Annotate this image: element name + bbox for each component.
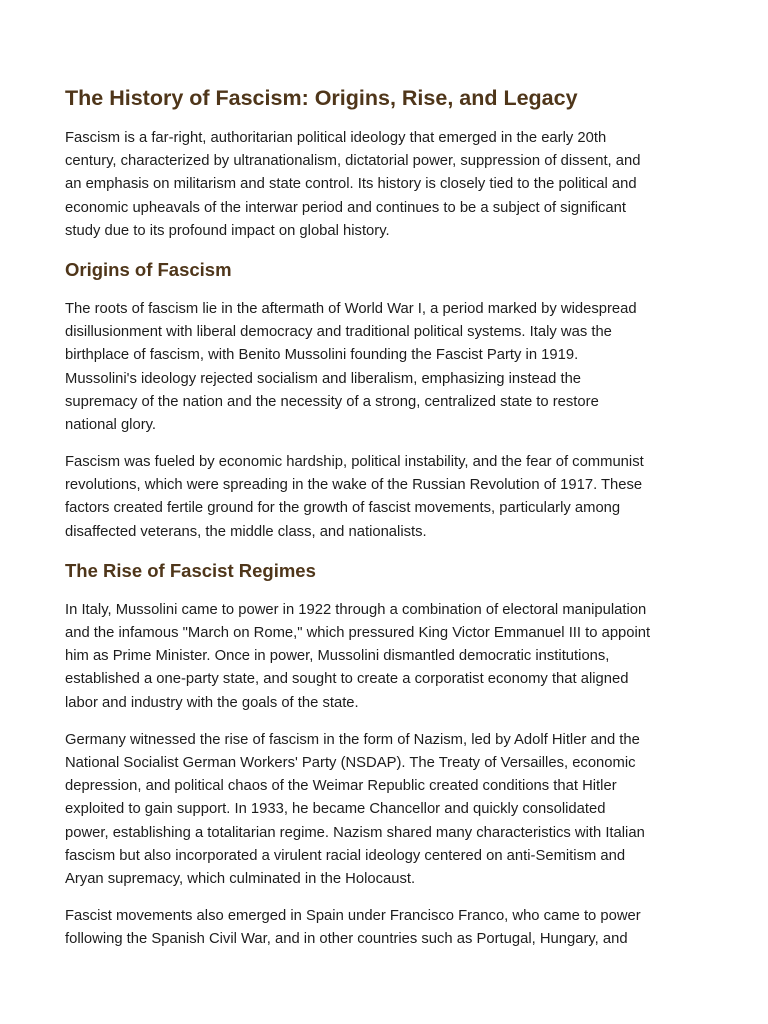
document-title: The History of Fascism: Origins, Rise, and Legacy [65,86,578,110]
text-line: study due to its profound impact on global history. [65,222,390,239]
text-line: and the infamous "March on Rome," which pressured King Victor Emmanuel III to appoint [65,625,651,641]
text-line: supremacy of the nation and the necessity of a strong, centralized state to restore [65,393,599,410]
paragraph [65,599,707,715]
paragraph [65,298,707,437]
text-line: an emphasis on militarism and state control. Its history is closely tied to the political and [65,176,637,193]
text-line: birthplace of fascism, with Benito Mussolini founding the Fascist Party in 1919. [65,347,579,364]
section-rise [65,558,707,952]
text-line: disillusionment with liberal democracy and traditional political systems. Italy was the [65,324,612,341]
text-line: national glory. [65,416,157,433]
document-body [65,84,707,965]
paragraph [65,451,707,544]
text-line: Germany witnessed the rise of fascism in the form of Nazism, led by Adolf Hitler and the [65,731,640,748]
text-line: The roots of fascism lie in the aftermath of World War I, a period marked by widespread [65,300,637,317]
text-line: disaffected veterans, the middle class, and nationalists. [65,523,427,540]
text-line: Aryan supremacy, which culminated in the Holocaust. [65,870,416,887]
paragraph [65,905,707,951]
section-origins [65,257,707,544]
text-line: century, characterized by ultranationalism, dictatorial power, suppression of dissent, and [65,153,641,170]
text-line: Mussolini's ideology rejected socialism and liberalism, emphasizing instead the [65,370,582,387]
text-line: Fascism was fueled by economic hardship, political instability, and the fear of communist [65,454,644,471]
text-line: Fascism is a far-right, authoritarian political ideology that emerged in the early 20th [65,130,607,146]
text-line: In Italy, Mussolini came to power in 1922 through a combination of electoral manipulation [65,601,647,618]
section-heading: The Rise of Fascist Regimes [65,559,316,581]
intro-paragraph [65,127,707,243]
text-line: him as Prime Minister. Once in power, Mussolini dismantled democratic institutions, [65,648,610,665]
text-line: labor and industry with the goals of the state. [65,694,359,711]
text-line: depression, and political chaos of the Weimar Republic created conditions that Hitler [65,778,617,795]
text-line: factors created fertile ground for the growth of fascist movements, particularly among [65,500,621,517]
text-line: exploited to gain support. In 1933, he became Chancellor and quickly consolidated [65,801,606,818]
text-line: following the Spanish Civil War, and in other countries such as Portugal, Hungary, and [65,931,628,948]
text-line: power, establishing a totalitarian regime. Nazism shared many characteristics with Italian [65,824,645,841]
text-line: Fascist movements also emerged in Spain under Francisco Franco, who came to power [65,908,641,925]
text-line: established a one-party state, and sought to create a corporatist economy that aligned [65,671,629,688]
text-line: fascism but also incorporated a virulent racial ideology centered on anti-Semitism and [65,847,626,864]
paragraph [65,729,707,891]
text-line: economic upheavals of the interwar period and continues to be a subject of significant [65,199,626,216]
section-heading: Origins of Fascism [65,258,232,280]
text-line: National Socialist German Workers' Party (NSDAP). The Treaty of Versailles, economic [65,754,636,771]
text-line: revolutions, which were spreading in the wake of the Russian Revolution of 1917. These [65,477,643,494]
